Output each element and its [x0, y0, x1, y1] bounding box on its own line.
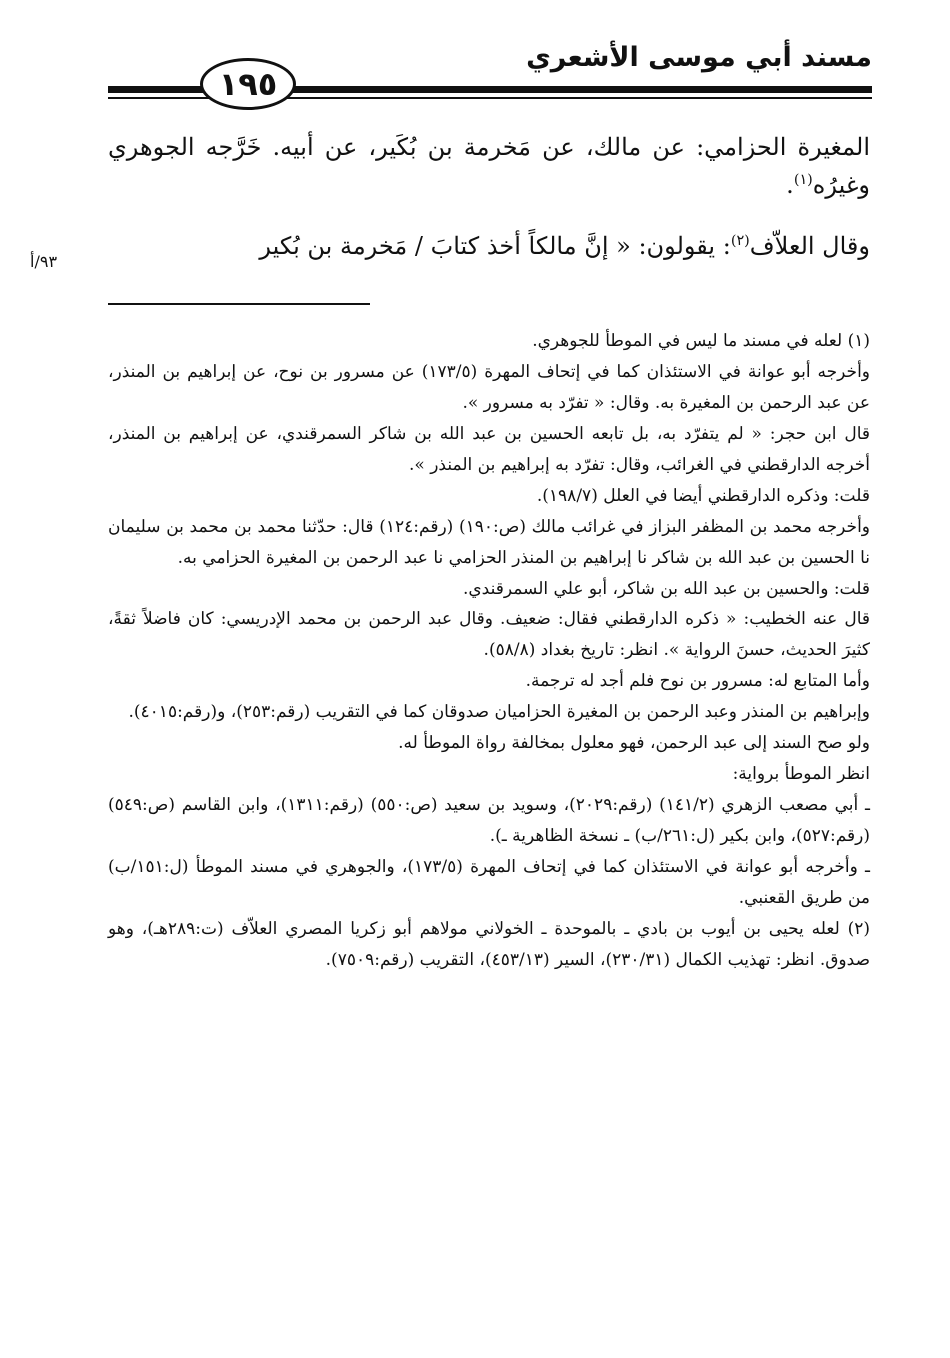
manuscript-folio-note: ٩٣/أ — [30, 252, 58, 271]
main-paragraph-2-start: وقال العلاّف — [749, 231, 870, 260]
footnote-line: قلت: والحسين بن عبد الله بن شاكر، أبو علي السمرقندي. — [462, 578, 870, 599]
page-header — [0, 0, 950, 120]
main-text — [108, 128, 870, 265]
running-title: مسند أبي موسى الأشعري — [526, 42, 872, 73]
footnote-line: ـ وأخرجه أبو عوانة في الاستئذان كما في إتحاف المهرة (١٧٣/٥)، والجوهري في مسند الموطأ (ل:١٥١/ب) من طريق القعنبي. — [108, 856, 870, 908]
footnote-line: قال عنه الخطيب: « ذكره الدارقطني فقال: ضعيف. وقال عبد الرحمن بن محمد الإدريسي: كان فاضلاً ثقةً، كثيرَ الحديث، حسنَ الرواية ». انظر: تاريخ بغداد (٥٨/٨). — [108, 609, 870, 661]
footnote-ref-2: (٢) — [730, 232, 750, 249]
footnote-separator — [108, 303, 370, 305]
footnote-line: ـ أبي مصعب الزهري (١٤١/٢) (رقم:٢٠٢٩)، وسويد بن سعيد (ص:٥٥٠) (رقم:١٣١١)، وابن القاسم (ص:٥٤٩) (رقم:٥٢٧)، وابن بكير (ل:٢٦١/ب) ـ نسخة الظاهرية ـ). — [108, 795, 871, 846]
footnote-line: وأخرجه أبو عوانة في الاستئذان كما في إتحاف المهرة (١٧٣/٥) عن مسرور بن نوح، عن إبراهيم بن المنذر، عن عبد الرحمن بن المغيرة به. وقال: « تفرّد به مسرور ». — [108, 361, 870, 413]
footnote-line: انظر الموطأ برواية: — [732, 764, 870, 785]
footnote-line: (١) لعله في مسند ما ليس في الموطأ للجوهري. — [532, 331, 870, 351]
main-paragraph-2 — [108, 227, 870, 265]
page-number: ١٩٥ — [200, 58, 296, 110]
main-paragraph-1-end: . — [786, 171, 794, 200]
main-paragraph-2-rest: : يقولون: « إنَّ مالكاً أخذ كتابَ / مَخرمة بن بُكير — [259, 231, 731, 260]
footnote-ref-1: (١) — [793, 172, 813, 189]
footnote-line: قال ابن حجر: « لم يتفرّد به، بل تابعه الحسين بن عبد الله بن شاكر السمرقندي، عن إبراهيم بن المنذر، أخرجه الدارقطني في الغرائب، وقال: تفرّد به إبراهيم بن المنذر ». — [108, 423, 870, 475]
footnote-line: وإبراهيم بن المنذر وعبد الرحمن بن المغيرة الحزاميان صدوقان كما في التقريب (رقم:٢٥٣)، و(رقم:٤٠١٥). — [128, 702, 870, 723]
footnote-line: (٢) لعله يحيى بن أيوب بن بادي ـ بالموحدة ـ الخولاني مولاهم أبو زكريا المصري العلاّف (ت:٢٨٩هـ)، وهو صدوق. انظر: تهذيب الكمال (٢٣٠/٣١)، السير (٤٥٣/١٣)، التقريب (رقم:٧٥٠٩). — [108, 918, 870, 970]
footnotes — [108, 326, 870, 976]
footnote-line: وأخرجه محمد بن المظفر البزاز في غرائب مالك (ص:١٩٠) (رقم:١٢٤) قال: حدّثنا محمد بن محمد بن سليمان نا الحسين بن عبد الله بن شاكر نا إبراهيم بن المنذر الحزامي نا عبد الرحمن بن المغيرة الحزامي به. — [108, 516, 870, 568]
main-paragraph-1-text: المغيرة الحزامي: عن مالك، عن مَخرمة بن بُكَير، عن أبيه. خَرَّجه الجوهري وغيرُه — [108, 133, 870, 200]
main-paragraph-1 — [108, 128, 870, 205]
footnote-line: وأما المتابع له: مسرور بن نوح فلم أجد له ترجمة. — [525, 671, 870, 692]
footnote-line: قلت: وذكره الدارقطني أيضا في العلل (١٩٨/٧). — [536, 485, 870, 506]
footnote-line: ولو صح السند إلى عبد الرحمن، فهو معلول بمخالفة رواة الموطأ له. — [398, 733, 870, 754]
